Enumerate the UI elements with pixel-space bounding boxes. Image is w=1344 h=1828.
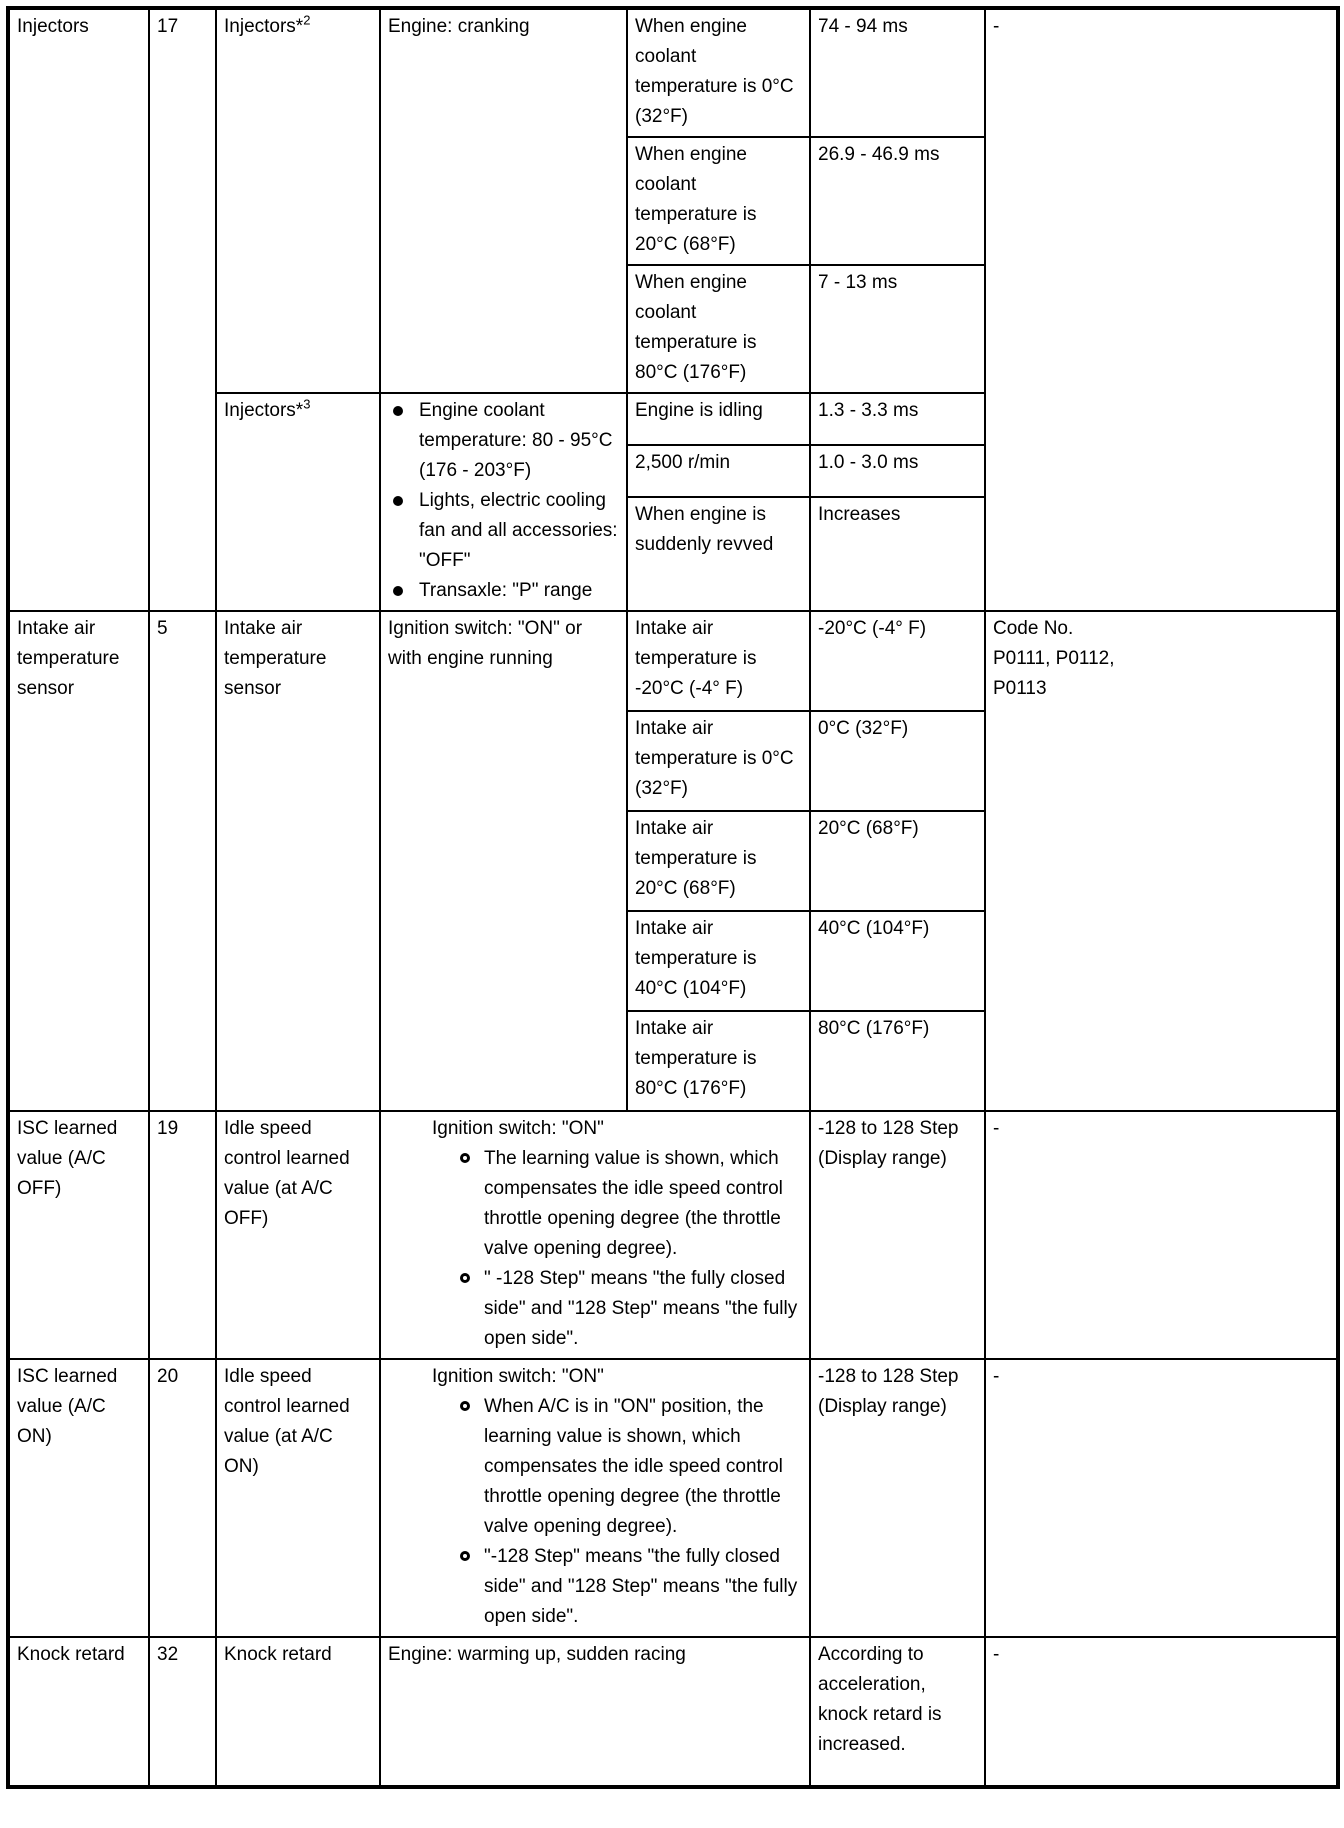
condition-header: Ignition switch: "ON"	[432, 1366, 604, 1387]
open-bullet-icon	[460, 1273, 470, 1283]
condition-detail-cell: Intake air temperature is 80°C (176°F)	[627, 1011, 810, 1111]
normal-value-cell: 1.3 - 3.3 ms	[810, 393, 985, 445]
remark-cell: -	[985, 1637, 1338, 1787]
normal-value-cell: 80°C (176°F)	[810, 1011, 985, 1111]
item-cell: Knock retard	[8, 1637, 149, 1787]
item-cell: Injectors	[8, 8, 149, 611]
filled-bullet-icon	[393, 586, 403, 596]
condition-bullet-item	[393, 576, 618, 606]
condition-detail-cell: 2,500 r/min	[627, 445, 810, 497]
condition-note-item	[460, 1264, 801, 1354]
normal-value-cell: 20°C (68°F)	[810, 811, 985, 911]
filled-bullet-icon	[393, 406, 403, 416]
condition-note-text: When A/C is in "ON" position, the learning value is shown, which compensates the idle speed control throttle opening degree (the throttle valve opening degree).	[484, 1396, 783, 1537]
remark-cell	[985, 611, 1338, 1111]
normal-value-cell: 74 - 94 ms	[810, 8, 985, 137]
condition-detail-cell: Intake air temperature is 20°C (68°F)	[627, 811, 810, 911]
condition-note-item	[460, 1144, 801, 1264]
table-row	[8, 1637, 1338, 1787]
condition-note-text: " -128 Step" means "the fully closed side" and "128 Step" means "the fully open side".	[484, 1268, 798, 1349]
condition-detail-cell: Intake air temperature is -20°C (-4° F)	[627, 611, 810, 711]
item-cell: ISC learned value (A/C OFF)	[8, 1111, 149, 1359]
condition-note-text: "-128 Step" means "the fully closed side" and "128 Step" means "the fully open side".	[484, 1546, 798, 1627]
condition-note-item	[460, 1392, 801, 1542]
footnote-marker: 2	[303, 12, 311, 28]
sub-item-cell	[216, 393, 380, 611]
open-bullet-icon	[460, 1401, 470, 1411]
table-row	[8, 1111, 1338, 1359]
check-condition-cell: Engine: warming up, sudden racing	[380, 1637, 810, 1787]
sub-item-label: Injectors*	[224, 400, 304, 421]
condition-bullet-item	[393, 396, 618, 486]
condition-note-text: The learning value is shown, which compensates the idle speed control throttle opening degree (the throttle valve opening degree).	[484, 1148, 783, 1259]
service-data-table	[6, 6, 1340, 1789]
item-cell: Intake air temperature sensor	[8, 611, 149, 1111]
condition-bullet-item	[393, 486, 618, 576]
item-no-cell: 17	[149, 8, 216, 611]
open-bullet-icon	[460, 1551, 470, 1561]
sub-item-cell: Intake air temperature sensor	[216, 611, 380, 1111]
normal-value-cell: 7 - 13 ms	[810, 265, 985, 393]
normal-value-cell: According to acceleration, knock retard is increased.	[810, 1637, 985, 1787]
remark-line: Code No.	[993, 618, 1074, 639]
condition-detail-cell: When engine is suddenly revved	[627, 497, 810, 611]
sub-item-cell: Idle speed control learned value (at A/C OFF)	[216, 1111, 380, 1359]
filled-bullet-icon	[393, 496, 403, 506]
item-no-cell: 5	[149, 611, 216, 1111]
normal-value-cell: 26.9 - 46.9 ms	[810, 137, 985, 265]
check-condition-cell: Engine: cranking	[380, 8, 627, 393]
check-condition-cell	[380, 1111, 810, 1359]
condition-header: Ignition switch: "ON"	[432, 1118, 604, 1139]
item-cell: ISC learned value (A/C ON)	[8, 1359, 149, 1637]
remark-cell: -	[985, 8, 1338, 611]
sub-item-cell: Idle speed control learned value (at A/C ON)	[216, 1359, 380, 1637]
condition-note-item	[460, 1542, 801, 1632]
normal-value-cell: -128 to 128 Step (Display range)	[810, 1111, 985, 1359]
check-condition-cell: Ignition switch: "ON" or with engine running	[380, 611, 627, 1111]
table-row	[8, 611, 1338, 711]
normal-value-cell: -20°C (-4° F)	[810, 611, 985, 711]
normal-value-cell: 1.0 - 3.0 ms	[810, 445, 985, 497]
condition-detail-cell: Intake air temperature is 40°C (104°F)	[627, 911, 810, 1011]
open-bullet-icon	[460, 1153, 470, 1163]
normal-value-cell: -128 to 128 Step (Display range)	[810, 1359, 985, 1637]
check-condition-cell	[380, 1359, 810, 1637]
normal-value-cell: 40°C (104°F)	[810, 911, 985, 1011]
item-no-cell: 20	[149, 1359, 216, 1637]
condition-text: Transaxle: "P" range	[419, 580, 593, 601]
condition-detail-cell: When engine coolant temperature is 20°C (68°F)	[627, 137, 810, 265]
sub-item-cell	[216, 8, 380, 393]
remark-cell: -	[985, 1359, 1338, 1637]
condition-text: Lights, electric cooling fan and all accessories: "OFF"	[419, 490, 618, 571]
item-no-cell: 32	[149, 1637, 216, 1787]
condition-text: Engine coolant temperature: 80 - 95°C (176 - 203°F)	[419, 400, 613, 481]
condition-detail-cell: Engine is idling	[627, 393, 810, 445]
sub-item-cell: Knock retard	[216, 1637, 380, 1787]
sub-item-label: Injectors*	[224, 16, 304, 37]
normal-value-cell: Increases	[810, 497, 985, 611]
table-row	[8, 1359, 1338, 1637]
condition-detail-cell: Intake air temperature is 0°C (32°F)	[627, 711, 810, 811]
remark-cell: -	[985, 1111, 1338, 1359]
condition-bullet-list	[388, 396, 618, 606]
condition-detail-cell: When engine coolant temperature is 0°C (32°F)	[627, 8, 810, 137]
remark-line: P0113	[993, 678, 1047, 699]
remark-line: P0111, P0112,	[993, 648, 1115, 669]
footnote-marker: 3	[303, 396, 311, 412]
item-no-cell: 19	[149, 1111, 216, 1359]
condition-detail-cell: When engine coolant temperature is 80°C (176°F)	[627, 265, 810, 393]
check-condition-cell	[380, 393, 627, 611]
normal-value-cell: 0°C (32°F)	[810, 711, 985, 811]
table-row	[8, 8, 1338, 137]
